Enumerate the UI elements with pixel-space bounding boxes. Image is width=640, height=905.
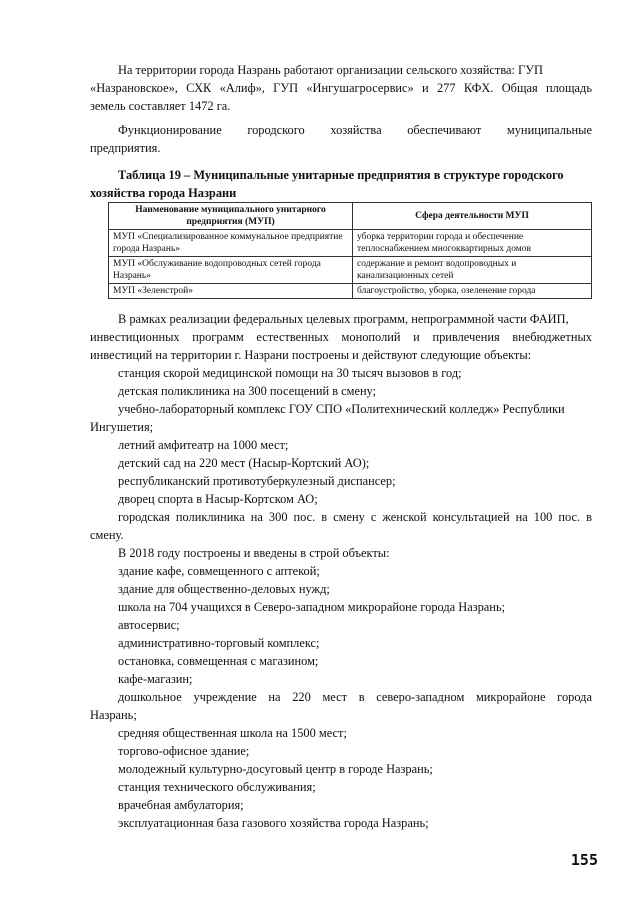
new-object-item: торгово-офисное здание;: [118, 744, 250, 758]
object-item: дворец спорта в Насыр-Кортском АО;: [118, 492, 318, 506]
object-item: учебно-лабораторный комплекс ГОУ СПО «Политехнический колледж» Республики: [118, 402, 565, 416]
new-object-item: кафе-магазин;: [118, 672, 193, 686]
object-item: летний амфитеатр на 1000 мест;: [118, 438, 289, 452]
new-object-item: врачебная амбулатория;: [118, 798, 244, 812]
mup-table: [108, 202, 592, 299]
new-object-item: станция технического обслуживания;: [118, 780, 316, 794]
table-cell-activity: содержание и ремонт водопроводных и канализационных сетей: [353, 257, 592, 284]
new-object-item: остановка, совмещенная с магазином;: [118, 654, 319, 668]
new-object-item: здание кафе, совмещенного с аптекой;: [118, 564, 320, 578]
body-line-3: инвестиций на территории г. Назрани построены и действуют следующие объекты:: [90, 348, 532, 362]
table-title-line-2: хозяйства города Назрани: [90, 186, 237, 200]
new-object-item: дошкольное учреждение на 220 мест в северо-западном микрорайоне города: [118, 690, 592, 704]
intro-line-1: На территории города Назрань работают организации сельского хозяйства: ГУП: [118, 63, 543, 77]
new-object-item: средняя общественная школа на 1500 мест;: [118, 726, 347, 740]
new-object-item: молодежный культурно-досуговый центр в городе Назрань;: [118, 762, 433, 776]
object-item-cont: Ингушетия;: [90, 420, 154, 434]
object-item-cont: смену.: [90, 528, 124, 542]
object-item: республиканский противотуберкулезный диспансер;: [118, 474, 396, 488]
intro-line-5: предприятия.: [90, 141, 161, 155]
intro-line-2: «Назрановское», СХК «Алиф», ГУП «Ингушагросервис» и 277 КФХ. Общая площадь: [90, 81, 592, 95]
new-object-item: здание для общественно-деловых нужд;: [118, 582, 330, 596]
body-line-1: В рамках реализации федеральных целевых программ, непрограммной части ФАИП,: [118, 312, 569, 326]
new-object-item: эксплуатационная база газового хозяйства города Назрань;: [118, 816, 429, 830]
page-number: 155: [570, 851, 598, 869]
table-cell-name: МУП «Зеленстрой»: [109, 284, 353, 299]
table-cell-name: МУП «Обслуживание водопроводных сетей города Назрань»: [109, 257, 353, 284]
object-item: детская поликлиника на 300 посещений в смену;: [118, 384, 377, 398]
table-row: [109, 284, 592, 299]
table-header-row: [109, 203, 592, 230]
new-object-item: школа на 704 учащихся в Северо-западном микрорайоне города Назрань;: [118, 600, 506, 614]
new-object-item: автосервис;: [118, 618, 180, 632]
body-paragraph: В 2018 году построены и введены в строй объекты:: [118, 546, 390, 560]
table-header-activity: Сфера деятельности МУП: [353, 203, 592, 230]
object-item: городская поликлиника на 300 пос. в смену с женской консультацией на 100 пос. в: [118, 510, 592, 524]
object-item: станция скорой медицинской помощи на 30 тысяч вызовов в год;: [118, 366, 462, 380]
object-item: детский сад на 220 мест (Насыр-Кортский АО);: [118, 456, 370, 470]
body-line-2: инвестиционных программ естественных монополий и привлечения внебюджетных: [90, 330, 592, 344]
intro-line-4: Функционирование городского хозяйства обеспечивают муниципальные: [118, 123, 592, 137]
table-row: [109, 230, 592, 257]
table-cell-activity: уборка территории города и обеспечение теплоснабжением многоквартирных домов: [353, 230, 592, 257]
table-title-line-1: Таблица 19 – Муниципальные унитарные предприятия в структуре городского: [118, 168, 564, 182]
new-object-item: административно-торговый комплекс;: [118, 636, 320, 650]
table-cell-name: МУП «Специализированное коммунальное предприятие города Назрань»: [109, 230, 353, 257]
new-object-item-cont: Назрань;: [90, 708, 137, 722]
table-row: [109, 257, 592, 284]
intro-line-3: земель составляет 1472 га.: [90, 99, 231, 113]
table-header-name: Наименование муниципального унитарного предприятия (МУП): [109, 203, 353, 230]
table-cell-activity: благоустройство, уборка, озеленение города: [353, 284, 592, 299]
